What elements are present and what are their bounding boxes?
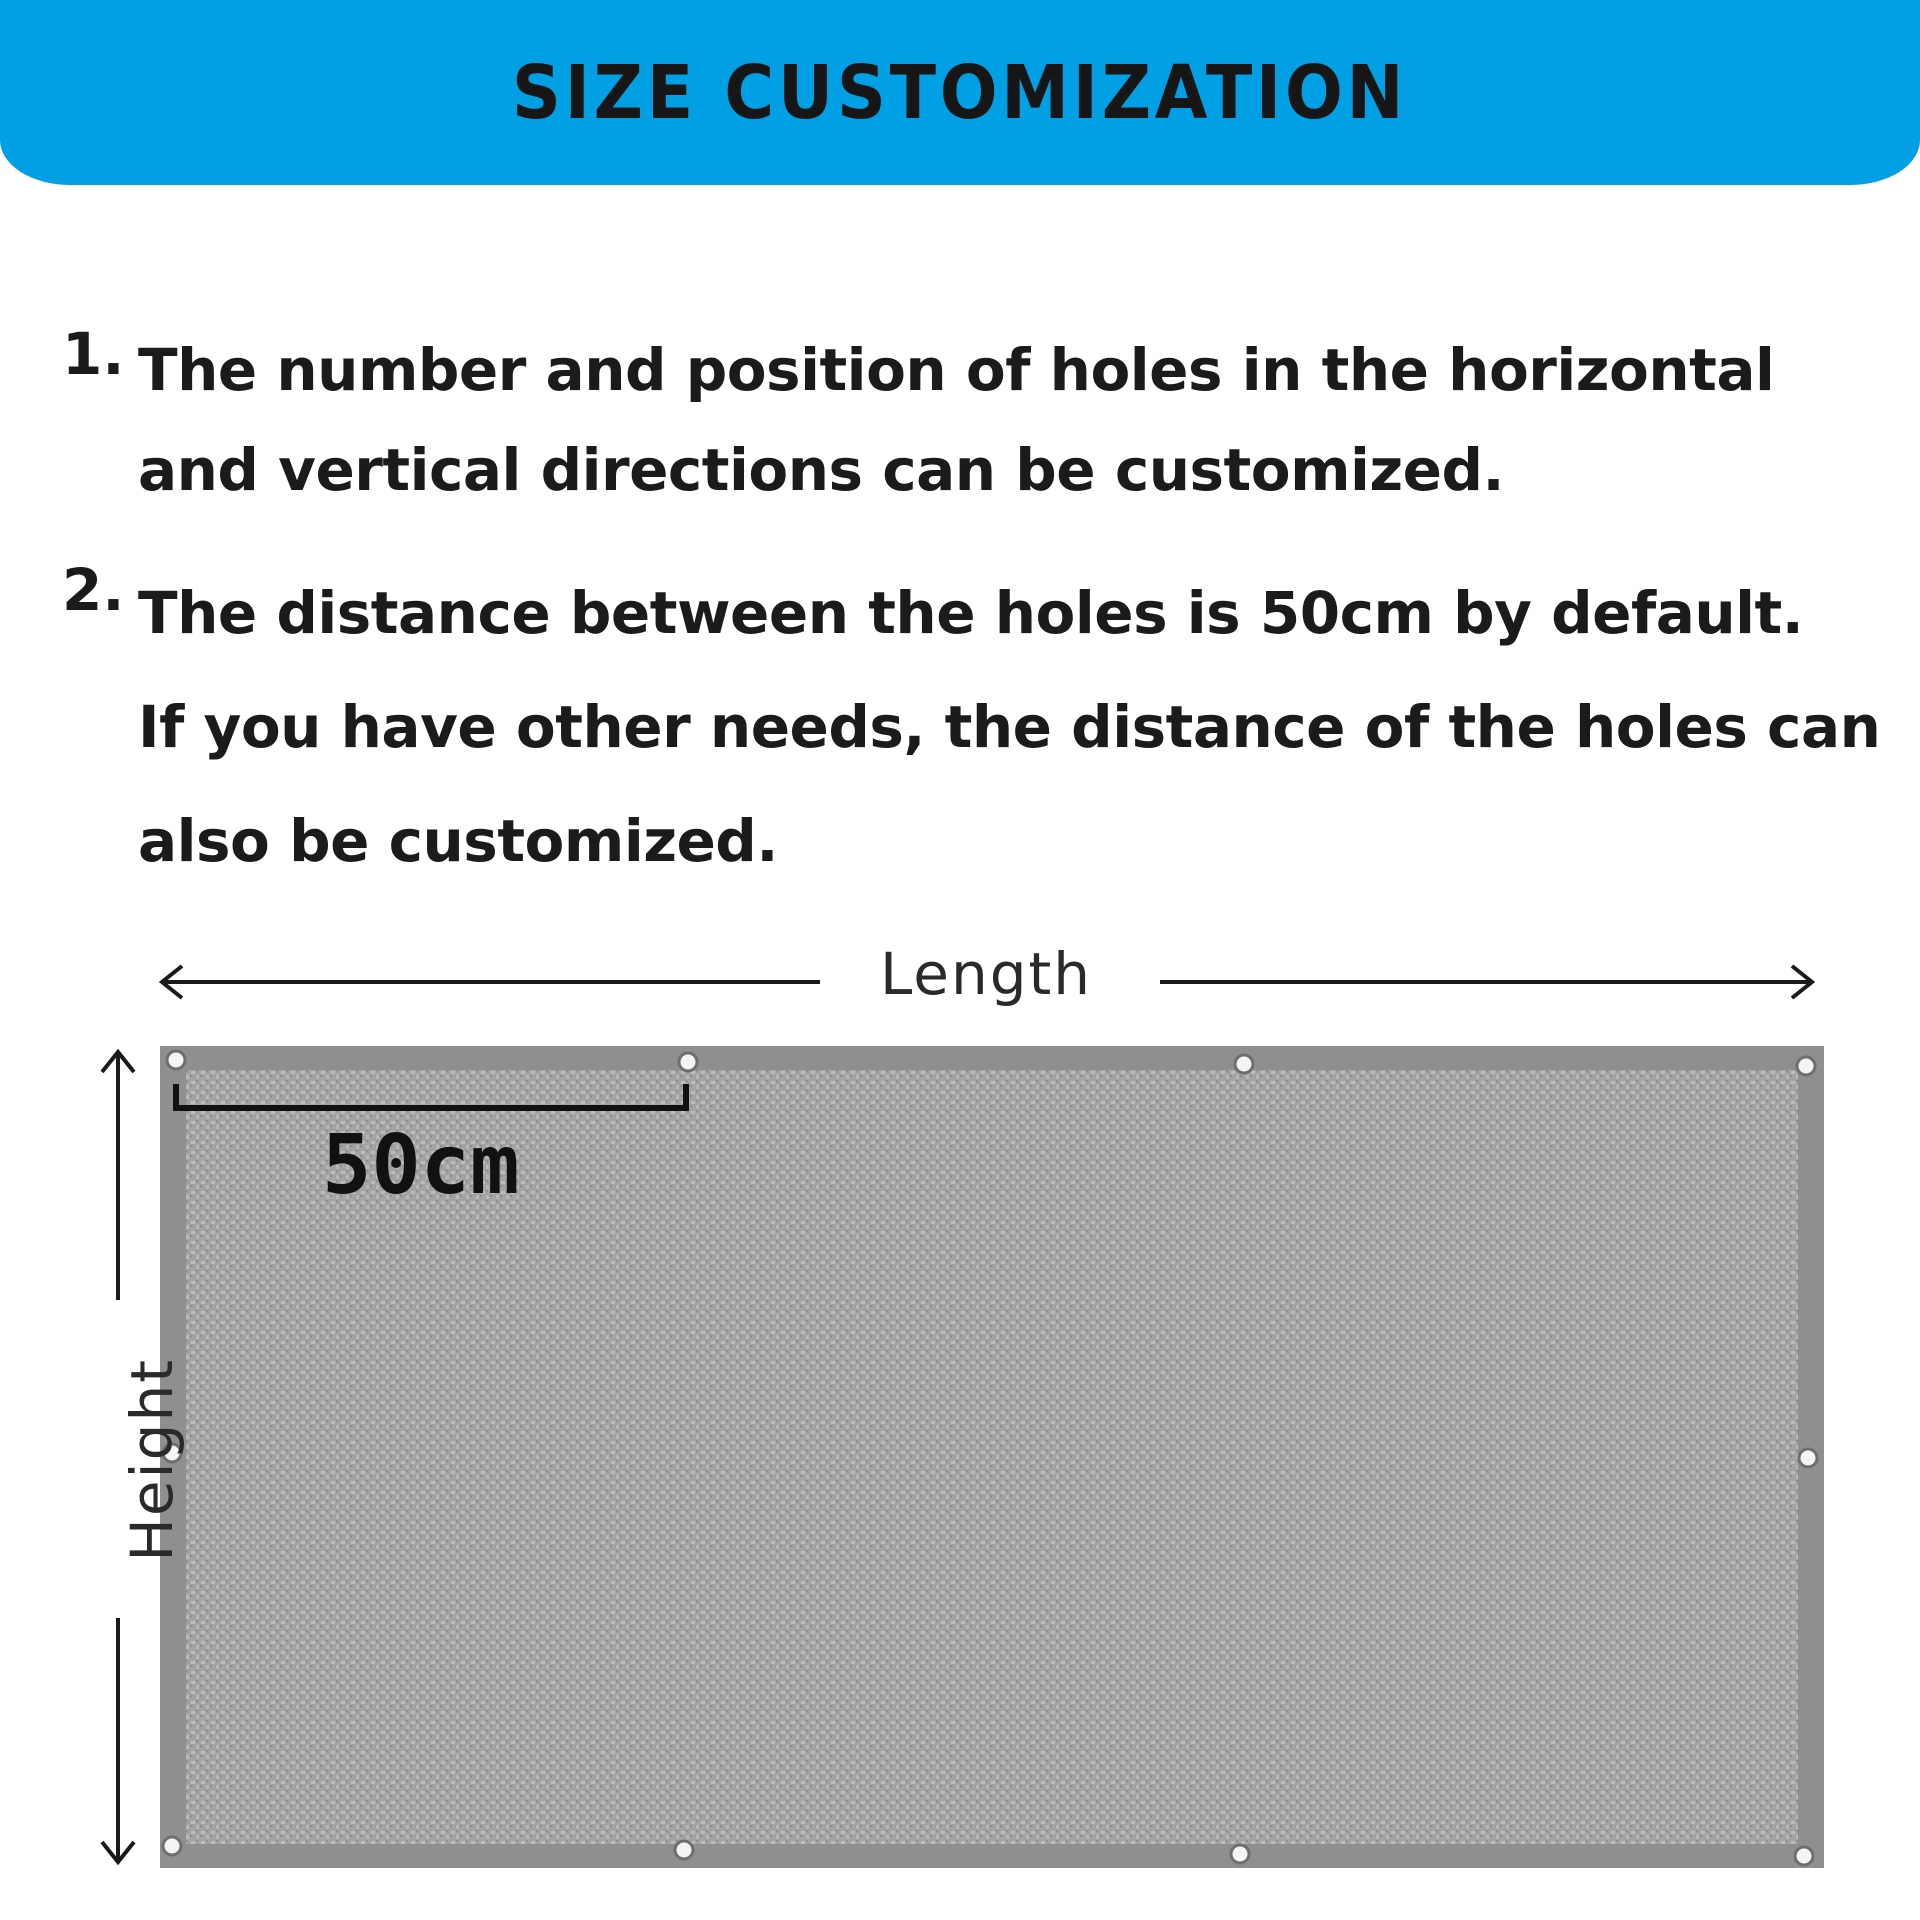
- spacing-label: 50cm: [322, 1118, 520, 1213]
- instruction-number: 1.: [62, 320, 125, 388]
- diagram-graphics: [0, 900, 1920, 1900]
- page-title: SIZE CUSTOMIZATION: [512, 49, 1408, 136]
- instruction-number: 2.: [62, 556, 125, 624]
- length-label: Length: [880, 940, 1093, 1008]
- instruction-line: The number and position of holes in the horizontal: [138, 336, 1775, 404]
- instruction-text: [138, 556, 1880, 898]
- instruction-line: and vertical directions can be customized.: [138, 436, 1505, 504]
- instruction-line: also be customized.: [138, 807, 778, 875]
- instruction-line: The distance between the holes is 50cm by default.: [138, 579, 1804, 647]
- shade-net-diagram: [0, 900, 1920, 1900]
- instruction-line: If you have other needs, the distance of the holes can: [138, 693, 1881, 761]
- instruction-item-1: [62, 320, 1862, 520]
- instructions-list: [62, 320, 1881, 898]
- height-label: Height: [118, 1358, 186, 1562]
- instruction-text: [138, 320, 1774, 520]
- instruction-item-2: [62, 556, 1881, 898]
- header-banner: [0, 0, 1920, 185]
